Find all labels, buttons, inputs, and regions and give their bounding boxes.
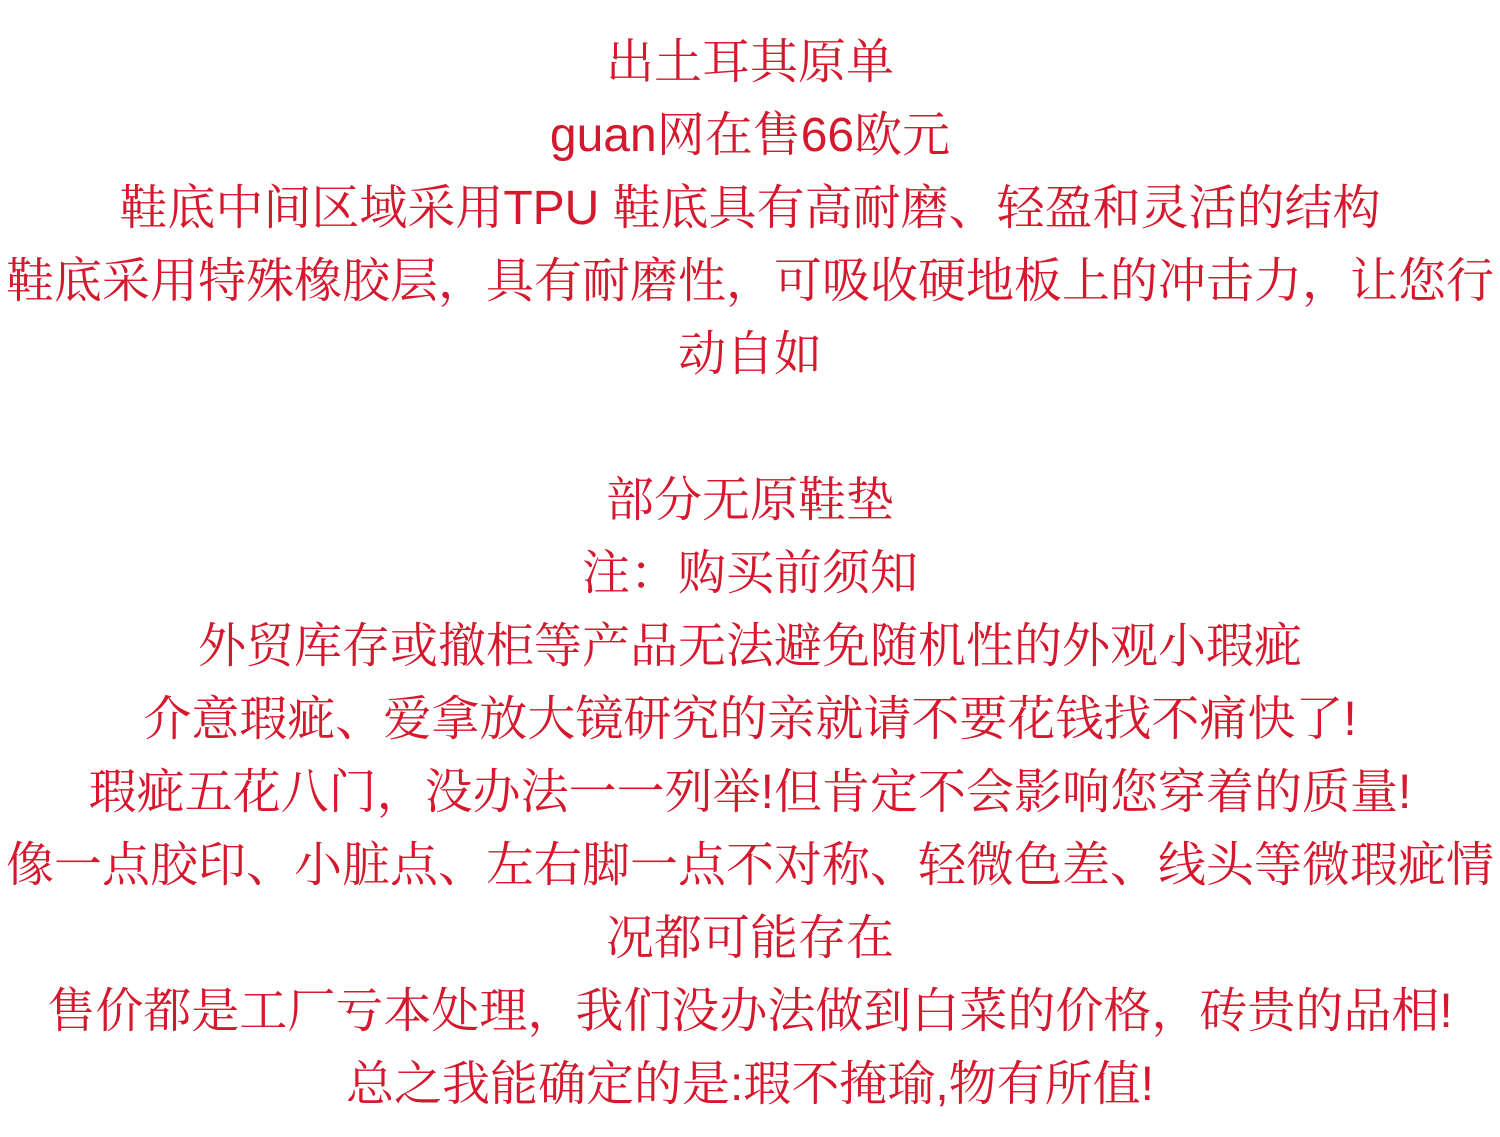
text-line: 介意瑕疵、爱拿放大镜研究的亲就请不要花钱找不痛快了!: [143, 693, 1357, 746]
text-line: 外贸库存或撤柜等产品无法避免随机性的外观小瑕疵: [197, 620, 1302, 673]
text-line: 鞋底中间区域采用TPU 鞋底具有高耐磨、轻盈和灵活的结构: [119, 182, 1381, 235]
text-line: 像一点胶印、小脏点、左右脚一点不对称、轻微色差、线头等微瑕疵情: [5, 839, 1494, 892]
text-line: 鞋底采用特殊橡胶层，具有耐磨性，可吸收硬地板上的冲击力，让您行: [5, 255, 1494, 308]
text-line: 动自如: [677, 328, 822, 381]
blank-line: [0, 391, 1500, 464]
text-line: 瑕疵五花八门，没办法一一列举!但肯定不会影响您穿着的质量!: [88, 766, 1412, 819]
closing-line: 总之我能确定的是:瑕不掩瑜,物有所值!: [345, 1058, 1154, 1111]
notice-heading-line: 注：购买前须知: [581, 547, 918, 600]
text-line: 况都可能存在: [605, 912, 894, 965]
price-line: guan网在售66欧元: [549, 109, 951, 162]
text-line: 部分无原鞋垫: [605, 474, 894, 527]
title-line: 出土耳其原单: [605, 36, 894, 89]
text-line: 售价都是工厂亏本处理，我们没办法做到白菜的价格，砖贵的品相!: [47, 985, 1453, 1038]
